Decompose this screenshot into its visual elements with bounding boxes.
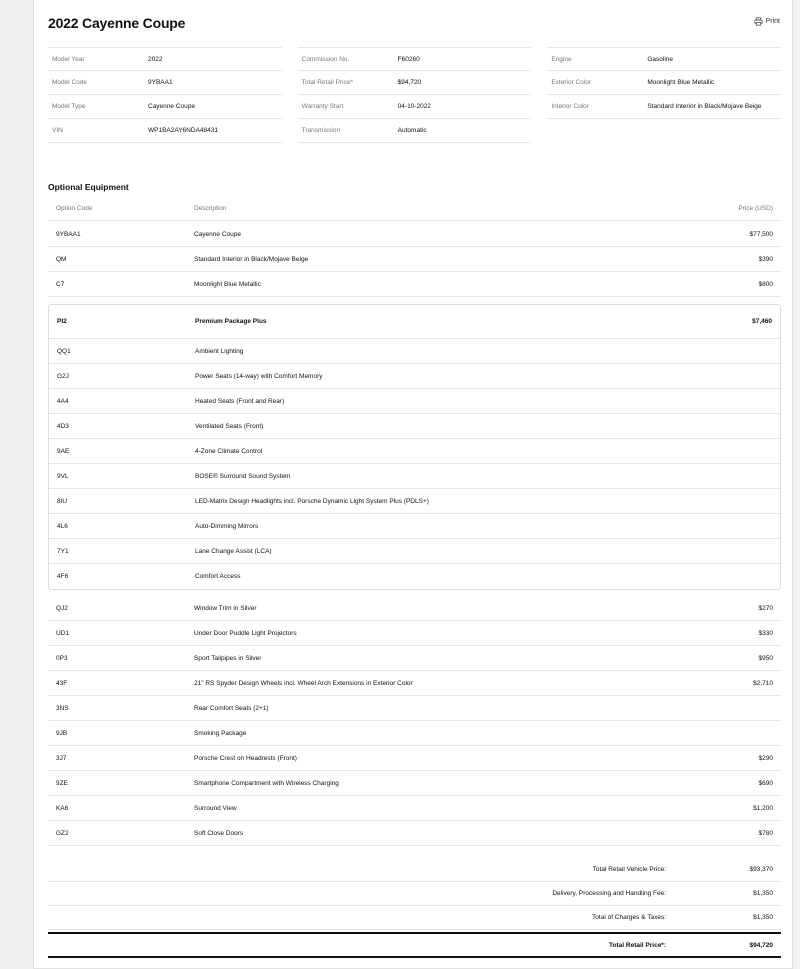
- spec-row: [547, 95, 781, 119]
- option-description: Heated Seats (Front and Rear): [195, 397, 285, 405]
- package-price: $7,460: [752, 318, 772, 325]
- specs-column-1: [48, 47, 282, 143]
- options-table: [48, 222, 781, 846]
- option-code: KA6: [56, 804, 69, 812]
- spec-row: [298, 71, 532, 95]
- option-code: 4D3: [57, 422, 69, 430]
- option-price: $77,500: [749, 230, 773, 238]
- total-label: Total of Charges & Taxes:: [592, 914, 666, 921]
- spec-label: Model Code: [52, 79, 88, 86]
- header-description: Description: [194, 204, 227, 212]
- option-code: 43F: [56, 679, 68, 687]
- spec-row: [298, 119, 532, 143]
- option-code: 4L6: [57, 522, 68, 530]
- option-description: Power Seats (14-way) with Comfort Memory: [195, 372, 323, 380]
- option-code: QM: [56, 255, 67, 263]
- table-row: [49, 339, 780, 364]
- table-row: [48, 721, 781, 746]
- option-price: $800: [758, 280, 773, 288]
- option-code: UD1: [56, 629, 70, 637]
- total-label: Total Retail Vehicle Price:: [592, 866, 666, 873]
- option-description: Sport Tailpipes in Silver: [194, 654, 262, 662]
- option-price: $290: [758, 754, 773, 762]
- option-code: QJ2: [56, 604, 68, 612]
- table-row: [49, 514, 780, 539]
- option-price: $390: [758, 255, 773, 263]
- option-description: Moonlight Blue Metallic: [194, 280, 261, 288]
- spec-row: [547, 71, 781, 95]
- spec-row: [48, 95, 282, 119]
- options-table-header: [48, 196, 781, 221]
- option-code: 4F6: [57, 573, 69, 580]
- table-row: [48, 272, 781, 297]
- option-description: Soft Close Doors: [194, 829, 244, 837]
- option-price: $690: [758, 779, 773, 787]
- option-code: 9AE: [57, 447, 70, 455]
- vehicle-specs: [48, 47, 781, 143]
- table-row: [48, 746, 781, 771]
- option-description: Smoking Package: [194, 729, 247, 737]
- option-code: 9YBAA1: [56, 230, 81, 238]
- option-code: 9JB: [56, 729, 68, 737]
- spec-value: F60260: [397, 55, 420, 63]
- option-code: GZ2: [56, 829, 69, 837]
- spec-label: Exterior Color: [551, 79, 592, 86]
- option-code: C7: [56, 280, 65, 288]
- option-price: $1,200: [753, 804, 773, 812]
- table-row: [48, 796, 781, 821]
- option-code: 9ZE: [56, 779, 68, 787]
- spec-label: Model Type: [52, 103, 86, 110]
- option-description: Cayenne Coupe: [194, 230, 241, 238]
- spec-row: [298, 95, 532, 119]
- spec-row: [48, 71, 282, 95]
- option-code: 3NS: [56, 704, 69, 712]
- spec-value: Cayenne Coupe: [148, 103, 195, 110]
- table-row: [49, 389, 780, 414]
- spec-value: Automatic: [397, 127, 427, 134]
- spec-row: [298, 47, 532, 71]
- option-description: Surround View: [194, 804, 237, 812]
- header-price: Price (USD): [738, 204, 773, 212]
- total-value: $1,350: [753, 914, 773, 921]
- table-row: [49, 464, 780, 489]
- optional-equipment-title: Optional Equipment: [48, 182, 129, 192]
- option-price: $950: [758, 654, 773, 662]
- option-description: Rear Comfort Seats (2+1): [194, 704, 269, 712]
- total-row: [48, 858, 781, 882]
- option-description: Ambient Lighting: [195, 347, 244, 355]
- spec-row: [48, 119, 282, 143]
- table-row: [49, 414, 780, 439]
- package-code: PI2: [57, 318, 67, 325]
- option-code: G2J: [57, 372, 69, 380]
- total-value: $93,370: [749, 866, 773, 873]
- spec-label: Warranty Start: [301, 103, 344, 110]
- table-row: [48, 247, 781, 272]
- option-description: Porsche Crest on Headrests (Front): [194, 754, 297, 762]
- spec-value: Moonlight Blue Metallic: [647, 79, 715, 86]
- page-title: 2022 Cayenne Coupe: [48, 15, 186, 31]
- spec-value: Standard Interior in Black/Mojave Beige: [647, 103, 762, 110]
- table-row: [48, 821, 781, 846]
- option-description: Under Door Puddle Light Projectors: [194, 629, 297, 637]
- grand-total-label: Total Retail Price*:: [609, 941, 666, 949]
- print-button[interactable]: [754, 17, 780, 26]
- option-code: 8IU: [57, 497, 68, 505]
- option-price: $2,710: [753, 679, 773, 687]
- option-code: 3J7: [56, 754, 67, 762]
- totals-section: [48, 858, 781, 958]
- total-label: Delivery, Processing and Handling Fee:: [552, 890, 666, 897]
- option-description: 21" RS Spyder Design Wheels incl. Wheel Arch Extensions in Exterior Color: [194, 679, 413, 687]
- spec-row: [547, 47, 781, 71]
- package-description: Premium Package Plus: [195, 318, 267, 325]
- table-row: [48, 646, 781, 671]
- table-row: [49, 364, 780, 389]
- option-description: Lane Change Assist (LCA): [195, 547, 272, 555]
- table-row: [48, 671, 781, 696]
- option-code: 0P3: [56, 654, 68, 662]
- table-row: [49, 439, 780, 464]
- spec-label: Transmission: [301, 127, 341, 134]
- grand-total-value: $94,720: [749, 941, 773, 949]
- table-row: [48, 222, 781, 247]
- option-description: LED-Matrix Design Headlights incl. Porsche Dynamic Light System Plus (PDLS+): [195, 497, 429, 505]
- option-price: $270: [758, 604, 773, 612]
- spec-value: 2022: [148, 55, 163, 63]
- option-code: 7Y1: [57, 547, 69, 555]
- spec-label: Interior Color: [551, 103, 589, 110]
- package-group: [48, 304, 781, 590]
- option-price: $330: [758, 629, 773, 637]
- table-row: [48, 621, 781, 646]
- total-row: [48, 882, 781, 906]
- option-description: Comfort Access: [195, 573, 241, 580]
- table-row: [48, 771, 781, 796]
- printer-icon: [754, 17, 763, 26]
- option-code: QQ1: [57, 347, 71, 355]
- total-value: $1,350: [753, 890, 773, 897]
- table-row: [49, 564, 780, 589]
- total-row: [48, 906, 781, 930]
- option-description: Ventilated Seats (Front): [195, 422, 264, 430]
- spec-label: Total Retail Price*: [301, 79, 353, 86]
- table-row: [49, 489, 780, 514]
- spec-value: 04-10-2022: [397, 103, 431, 110]
- option-description: Standard Interior in Black/Mojave Beige: [194, 255, 309, 263]
- specs-column-2: [298, 47, 532, 143]
- grand-total-row: [48, 932, 781, 958]
- spec-label: Engine: [551, 55, 572, 63]
- spec-value: Gasoline: [647, 55, 673, 63]
- print-label: Print: [765, 18, 780, 25]
- header-option-code: Option Code: [56, 204, 93, 212]
- option-description: Window Trim in Silver: [194, 604, 257, 612]
- option-code: 9VL: [57, 472, 69, 480]
- spec-value: 9YBAA1: [148, 79, 173, 86]
- option-code: 4A4: [57, 397, 69, 405]
- option-description: 4-Zone Climate Control: [195, 447, 263, 455]
- table-row: [48, 696, 781, 721]
- vehicle-sticker-card: [33, 0, 793, 969]
- spec-label: VIN: [52, 127, 63, 134]
- spec-label: Commission No.: [301, 55, 350, 63]
- table-row: [48, 596, 781, 621]
- option-price: $780: [758, 829, 773, 837]
- table-row: [49, 539, 780, 564]
- spec-value: $94,720: [397, 79, 422, 86]
- option-description: BOSE® Surround Sound System: [195, 472, 291, 480]
- spec-label: Model Year: [52, 55, 85, 63]
- specs-column-3: [547, 47, 781, 143]
- option-description: Smartphone Compartment with Wireless Charging: [194, 779, 339, 787]
- option-description: Auto-Dimming Mirrors: [195, 522, 259, 530]
- spec-row: [48, 47, 282, 71]
- spec-value: WP1BA2AY6NDA48431: [148, 127, 218, 134]
- package-row: [49, 305, 780, 339]
